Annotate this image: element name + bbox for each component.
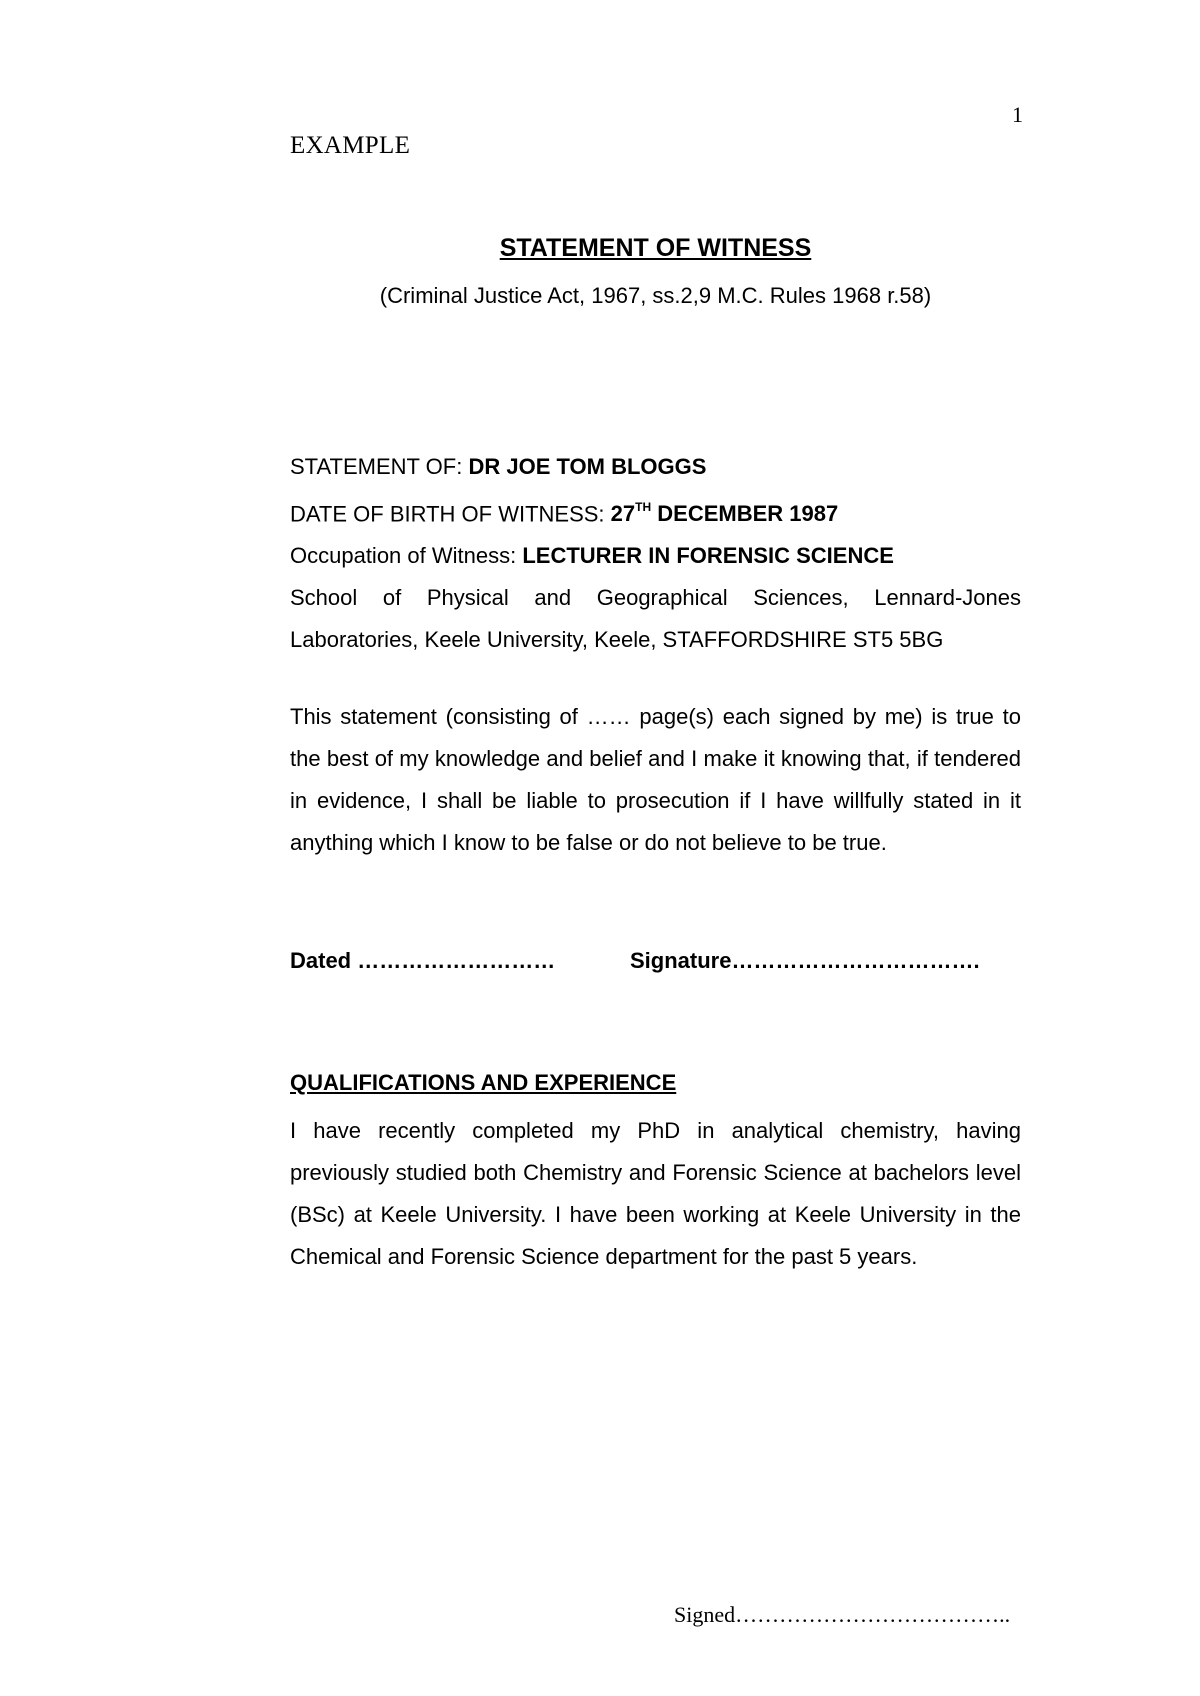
dated-field: Dated ……………………… <box>290 948 556 973</box>
statement-of-label: STATEMENT OF: <box>290 454 469 479</box>
address-line-1: School of Physical and Geographical Sciences, Lennard-Jones <box>290 585 1021 611</box>
document-title: STATEMENT OF WITNESS <box>499 234 812 262</box>
occupation-value: LECTURER IN FORENSIC SCIENCE <box>522 543 894 569</box>
footer-signed: Signed……………………………….. <box>674 1602 1011 1627</box>
date-of-birth-value <box>611 501 839 526</box>
date-of-birth-label: DATE OF BIRTH OF WITNESS: <box>290 501 611 527</box>
qualifications-paragraph: I have recently completed my PhD in analytical chemistry, having previously studied both Chemistry and Forensic Science at bachelors level (BSc) at Keele University. I have been working at Keele University in the Chemical and Forensic Science department for the past 5 years. <box>290 1118 1021 1269</box>
signature-row <box>290 948 980 974</box>
document-label: EXAMPLE <box>290 132 411 159</box>
witness-details <box>290 446 1021 661</box>
address-line-2: Laboratories, Keele University, Keele, STAFFORDSHIRE ST5 5BG <box>290 627 944 653</box>
signature-field: Signature……………………………. <box>630 948 980 973</box>
date-of-birth-day: 27 <box>610 501 636 527</box>
qualifications-heading: QUALIFICATIONS AND EXPERIENCE <box>290 1070 677 1095</box>
date-of-birth-suffix: TH <box>635 500 652 514</box>
occupation-row <box>290 535 1021 577</box>
statement-of-row <box>290 446 1021 488</box>
declaration-paragraph: This statement (consisting of …… page(s) each signed by me) is true to the best of my knowledge and belief and I make it knowing that, if tendered in evidence, I shall be liable to prosecution if I have willfully stated in it anything which I know to be false or do not believe to be true. <box>290 704 1021 855</box>
document-subtitle: (Criminal Justice Act, 1967, ss.2,9 M.C. Rules 1968 r.58) <box>379 283 932 308</box>
date-of-birth-row <box>290 488 1021 535</box>
statement-of-value: DR JOE TOM BLOGGS <box>468 454 707 479</box>
date-of-birth-rest: DECEMBER 1987 <box>651 501 839 527</box>
occupation-label: Occupation of Witness: <box>290 543 523 569</box>
page-number: 1 <box>1012 102 1023 127</box>
